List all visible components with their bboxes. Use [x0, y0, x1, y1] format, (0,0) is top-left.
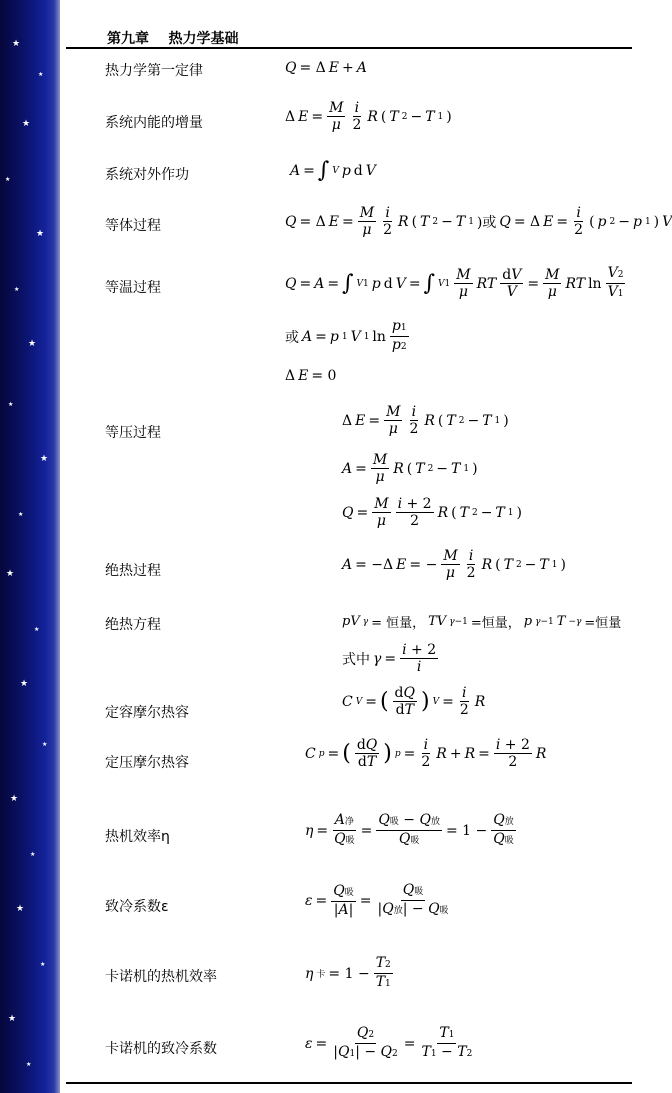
row-label: 卡诺机的致冷系数 — [105, 1041, 217, 1057]
formula-isochoric: Q = Δ E = $\frac{M}{\mu}$ $\frac{i}{2}$ R ( T 2 − T 1 )或 Q = Δ E = $\frac{i}{2}$ ( p 2 − p 1 ) V — [285, 205, 672, 238]
row-label: 等温过程 — [105, 280, 161, 296]
star-icon: ★ — [22, 119, 31, 129]
row-label: 等体过程 — [105, 218, 161, 234]
formula-gamma: 式中 γ = $\frac{i + 2}{i}$ — [342, 642, 437, 675]
chapter-heading — [107, 28, 239, 48]
star-icon: ★ — [18, 511, 24, 518]
star-icon: ★ — [6, 569, 15, 579]
star-icon: ★ — [20, 679, 29, 689]
formula-cp: C p = ( $\frac{dQ}{dT}$ ) p = $\frac{i}{2}$ R + R = $\frac{i + 2}{2}$ R — [305, 737, 547, 770]
star-icon: ★ — [12, 39, 21, 49]
row-label: 致冷系数ε — [105, 899, 169, 915]
row-label: 系统对外作功 — [105, 167, 189, 183]
star-icon: ★ — [8, 1014, 17, 1024]
star-icon: ★ — [8, 401, 14, 408]
star-icon: ★ — [5, 176, 11, 183]
star-icon: ★ — [14, 286, 20, 293]
row-label: 热机效率η — [105, 829, 170, 845]
formula-cv: C V = ( $\frac{dQ}{dT}$ ) V = $\frac{i}{2}$ R — [342, 685, 486, 718]
row-label: 卡诺机的热机效率 — [105, 969, 217, 985]
formula-carnot-efficiency: η 卡 = 1 − $\frac{T2}{T1}$ — [305, 955, 391, 990]
star-icon: ★ — [42, 741, 48, 748]
formula-carnot-refrigeration: ε = $\frac{Q2}{|Q1| - Q2}$ = $\frac{T1}{T1 - T2}$ — [305, 1025, 473, 1060]
formula-heat-engine-efficiency: η = $\frac{\text{A净}}{\text{Q吸}}$ = $\frac{\text{Q吸 − Q放}}{\text{Q吸}}$ = 1 − $\frac{\text{Q放}}{\text{Q吸}}$ — [305, 812, 514, 847]
formula-isothermal-alt: 或 A = p 1 V 1 ln $\frac{p1}{p2}$ — [285, 318, 407, 353]
formula-first-law: Q = Δ E + A — [285, 60, 367, 76]
footer-rule — [66, 1082, 632, 1084]
formula-isobaric-heat: Q = $\frac{M}{\mu}$ $\frac{i + 2}{2}$ R ( T 2 − T 1 ) — [342, 496, 522, 529]
chapter-title: 热力学基础 — [168, 31, 239, 47]
row-label: 热力学第一定律 — [105, 63, 203, 79]
star-icon: ★ — [26, 1061, 32, 1068]
chapter-number: 第九章 — [107, 31, 149, 47]
formula-adiabatic-equation: pV γ = 恒量， TV γ−1 =恒量， p γ−1 T −γ =恒量 — [342, 614, 622, 631]
formula-work: A = ∫ V p d V — [290, 158, 376, 183]
star-icon: ★ — [16, 904, 25, 914]
star-icon: ★ — [10, 794, 19, 804]
header-rule — [66, 47, 632, 49]
formula-isobaric-energy: Δ E = $\frac{M}{\mu}$ $\frac{i}{2}$ R ( T 2 − T 1 ) — [342, 404, 509, 437]
star-icon: ★ — [36, 229, 45, 239]
formula-isobaric-work: A = $\frac{M}{\mu}$ R ( T 2 − T 1 ) — [342, 452, 478, 485]
star-icon: ★ — [40, 454, 49, 464]
star-icon: ★ — [30, 851, 36, 858]
star-icon: ★ — [34, 626, 40, 633]
star-icon: ★ — [38, 71, 44, 78]
starry-sidebar — [0, 0, 60, 1093]
formula-isothermal: Q = A = ∫ V1 p d V = ∫ V1 $\frac{M}{\mu}$ RT $\frac{dV}{V}$ = $\frac{M}{\mu}$ RT ln $\frac{V2}{V1}$ — [285, 265, 624, 300]
row-label: 绝热过程 — [105, 563, 161, 579]
formula-internal-energy: Δ E = $\frac{M}{\mu}$ $\frac{i}{2}$ R ( T 2 − T 1 ) — [285, 100, 452, 133]
formula-isothermal-energy: Δ E = 0 — [285, 368, 337, 384]
formula-refrigeration-coefficient: ε = $\frac{\text{Q吸}}{|A|}$ = $\frac{\text{Q吸}}{\text{|Q放| − Q吸}}$ — [305, 882, 449, 918]
row-label: 定容摩尔热容 — [105, 705, 189, 721]
row-label: 系统内能的增量 — [105, 115, 203, 131]
formula-adiabatic: A = −Δ E = − $\frac{M}{\mu}$ $\frac{i}{2}$ R ( T 2 − T 1 ) — [342, 548, 566, 581]
row-label: 绝热方程 — [105, 617, 161, 633]
row-label: 定压摩尔热容 — [105, 755, 189, 771]
star-icon: ★ — [28, 339, 37, 349]
star-icon: ★ — [40, 961, 46, 968]
row-label: 等压过程 — [105, 425, 161, 441]
